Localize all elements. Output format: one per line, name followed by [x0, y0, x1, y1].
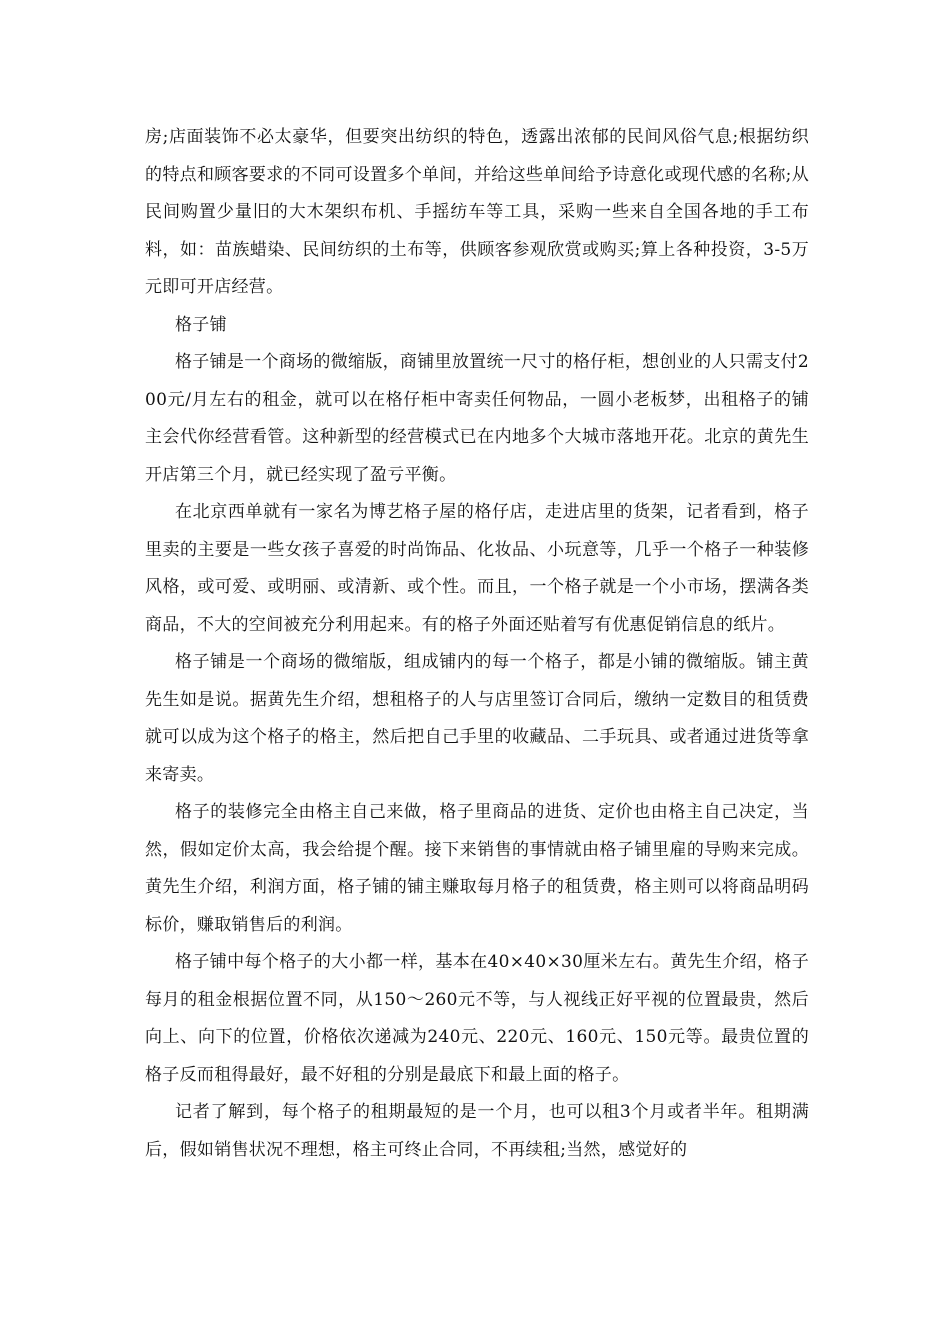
paragraph: 格子的装修完全由格主自己来做，格子里商品的进货、定价也由格主自己决定，当然，假如定价太高，我会给提个醒。接下来销售的事情就由格子铺里雇的导购来完成。黄先生介绍，利润方面，格子铺的铺主赚取每月格子的租赁费，格主则可以将商品明码标价，赚取销售后的利润。 — [145, 802, 809, 935]
paragraph: 格子铺是一个商场的微缩版，组成铺内的每一个格子，都是小铺的微缩版。铺主黄先生如是说。据黄先生介绍，想租格子的人与店里签订合同后，缴纳一定数目的租赁费就可以成为这个格子的格主，然后把自己手里的收藏品、二手玩具、或者通过进货等拿来寄卖。 — [145, 652, 809, 785]
document-body — [145, 119, 809, 1169]
section-heading: 格子铺 — [175, 314, 227, 335]
paragraph: 在北京西单就有一家名为博艺格子屋的格仔店，走进店里的货架，记者看到，格子里卖的主要是一些女孩子喜爱的时尚饰品、化妆品、小玩意等，几乎一个格子一种装修风格，或可爱、或明丽、或清新、或个性。而且，一个格子就是一个小市场，摆满各类商品，不大的空间被充分利用起来。有的格子外面还贴着写有优惠促销信息的纸片。 — [145, 502, 809, 635]
paragraph-continuation: 房;店面装饰不必太豪华，但要突出纺织的特色，透露出浓郁的民间风俗气息;根据纺织的特点和顾客要求的不同可设置多个单间，并给这些单间给予诗意化或现代感的名称;从民间购置少量旧的大木架织布机、手摇纺车等工具，采购一些来自全国各地的手工布料，如：苗族蜡染、民间纺织的土布等，供顾客参观欣赏或购买;算上各种投资，3-5万元即可开店经营。 — [145, 127, 809, 297]
paragraph: 格子铺是一个商场的微缩版，商铺里放置统一尺寸的格仔柜，想创业的人只需支付200元/月左右的租金，就可以在格仔柜中寄卖任何物品，一圆小老板梦，出租格子的铺主会代你经营看管。这种新型的经营模式已在内地多个大城市落地开花。北京的黄先生开店第三个月，就已经实现了盈亏平衡。 — [145, 352, 809, 485]
paragraph: 记者了解到，每个格子的租期最短的是一个月，也可以租3个月或者半年。租期满后，假如销售状况不理想，格主可终止合同，不再续租;当然，感觉好的 — [145, 1102, 809, 1160]
paragraph: 格子铺中每个格子的大小都一样，基本在40×40×30厘米左右。黄先生介绍，格子每月的租金根据位置不同，从150～260元不等，与人视线正好平视的位置最贵，然后向上、向下的位置，价格依次递减为240元、220元、160元、150元等。最贵位置的格子反而租得最好，最不好租的分别是最底下和最上面的格子。 — [145, 952, 809, 1085]
